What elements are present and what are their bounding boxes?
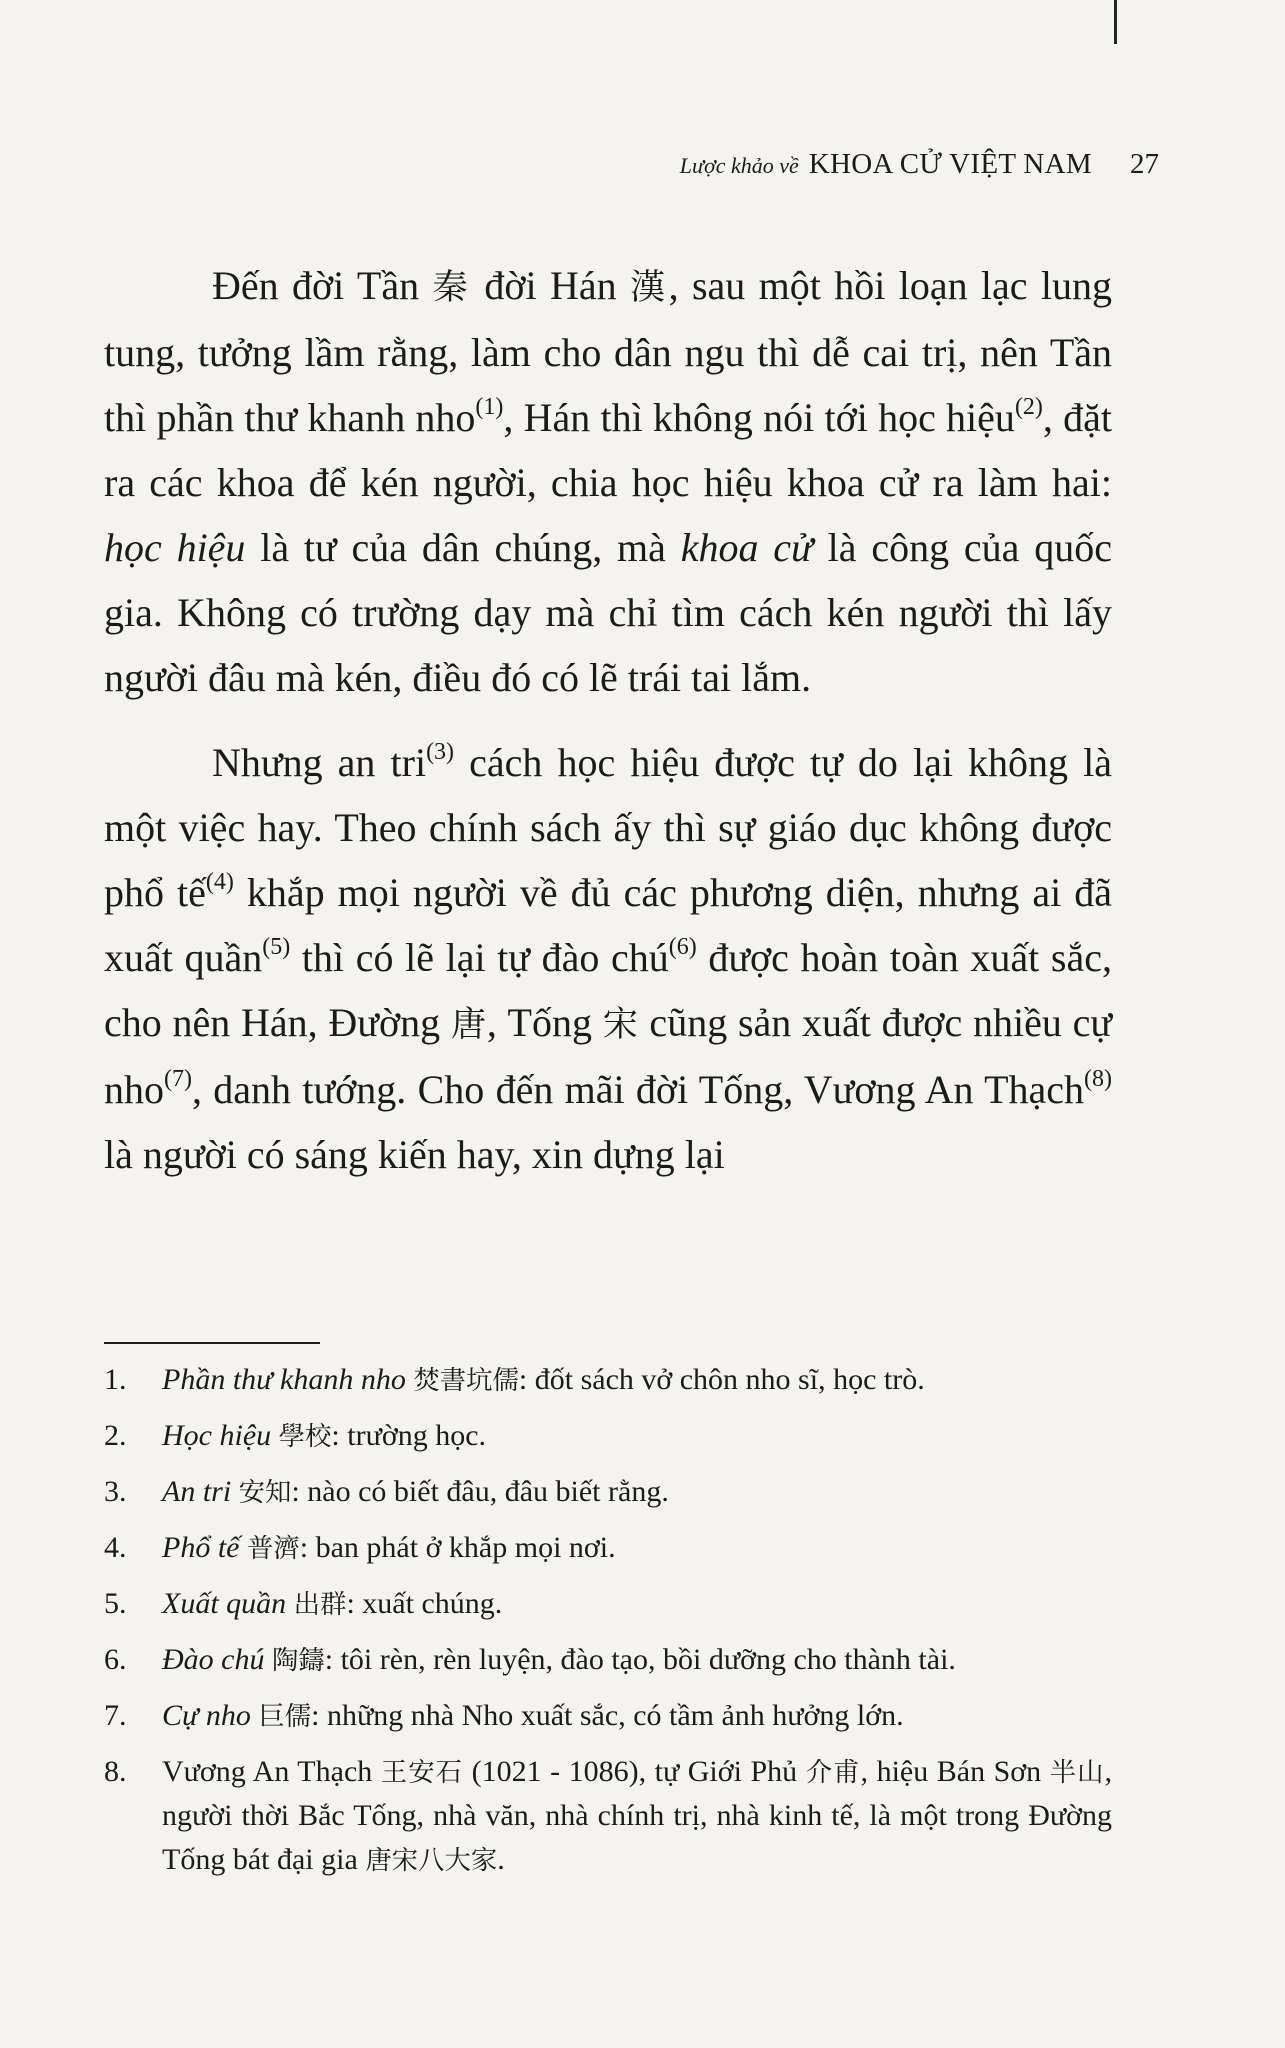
text-run: là công của quốc gia. Không có trường dạy mà chỉ tìm cách kén người thì lấy người đâu mà kén, điều đó có lẽ trái tai lắm. <box>104 525 1112 700</box>
footnote-ref: (8) <box>1084 1066 1112 1093</box>
footnote-term: Cự nho <box>162 1699 251 1732</box>
text-run: , sau một hồi loạn lạc lung tung, tưởng lầm rằng, làm cho dân ngu thì dễ cai trị, nên Tần thì phần thư khanh nho <box>104 263 1113 440</box>
text-run: , đặt ra các khoa để kén người, chia học hiệu khoa cử ra làm hai: <box>104 395 1113 505</box>
footnotes <box>104 1358 1112 1894</box>
text-run: là tư của dân chúng, mà <box>245 525 681 570</box>
footnote-2 <box>104 1414 1112 1458</box>
footnote-6 <box>104 1638 1112 1682</box>
footnote-number: 2. <box>104 1419 127 1452</box>
text-run: , Hán thì không nói tới học hiệu <box>503 395 1015 440</box>
footnote-ref: (7) <box>164 1066 192 1093</box>
footnote-text: Vương An Thạch <box>162 1755 381 1788</box>
footnote-body <box>162 1470 1112 1514</box>
han-text: 學校 <box>278 1421 332 1451</box>
header-title: KHOA CỬ VIỆT NAM <box>808 148 1092 180</box>
footnote-7 <box>104 1694 1112 1738</box>
han-text: 普濟 <box>246 1533 300 1563</box>
footnote-text: : tôi rèn, rèn luyện, đào tạo, bồi dưỡng cho thành tài. <box>324 1643 956 1676</box>
han-text: 焚書坑儒 <box>413 1365 519 1395</box>
footnote-ref: (2) <box>1014 394 1043 421</box>
text-run: đời Hán <box>471 263 631 308</box>
han-text: 秦 <box>432 268 472 307</box>
footnote-text: : xuất chúng. <box>346 1587 503 1620</box>
footnote-body <box>162 1526 1112 1570</box>
han-text: 安知 <box>238 1477 292 1507</box>
footnote-body <box>162 1750 1112 1882</box>
footnote-number: 1. <box>104 1363 127 1396</box>
footnote-body <box>162 1414 1112 1458</box>
italic-term: khoa cử <box>680 525 813 570</box>
footnote-number: 6. <box>104 1643 127 1676</box>
text-run: cũng sản xuất được nhiều cự nho <box>104 1000 1113 1112</box>
footnote-8 <box>104 1750 1112 1882</box>
han-text: 宋 <box>602 1005 639 1044</box>
body-text <box>104 253 1112 1207</box>
footnote-term: Đào chú <box>162 1643 265 1676</box>
footnote-3 <box>104 1470 1112 1514</box>
footnote-number: 7. <box>104 1699 127 1732</box>
footnote-term: Phổ tế <box>162 1531 240 1564</box>
footnote-number: 8. <box>104 1755 127 1788</box>
han-text: 巨儒 <box>258 1701 312 1731</box>
footnote-ref: (6) <box>668 934 697 961</box>
footnote-text: , hiệu Bán Sơn <box>860 1755 1050 1788</box>
han-text: 唐 <box>450 1005 487 1044</box>
text-run: thì có lẽ lại tự đào chú <box>290 935 669 980</box>
footnote-term: An tri <box>162 1475 232 1508</box>
page-number: 27 <box>1130 148 1159 180</box>
footnote-4 <box>104 1526 1112 1570</box>
footnote-ref: (3) <box>426 739 455 766</box>
footnote-5 <box>104 1582 1112 1626</box>
footnote-text: , người thời Bắc Tống, nhà văn, nhà chính trị, nhà kinh tế, là một trong Đường Tống bát đại gia <box>162 1755 1113 1876</box>
text-run: là người có sáng kiến hay, xin dựng lại <box>104 1132 725 1177</box>
han-text: 陶鑄 <box>271 1645 325 1675</box>
footnote-separator <box>104 1342 320 1344</box>
paragraph-1 <box>104 253 1112 710</box>
footnote-term: Phần thư khanh nho <box>162 1363 406 1396</box>
footnote-text: : nào có biết đâu, đâu biết rằng. <box>291 1475 669 1508</box>
footnote-term: Học hiệu <box>162 1419 272 1452</box>
han-text: 出群 <box>293 1589 347 1619</box>
footnote-body <box>162 1638 1112 1682</box>
footnote-ref: (5) <box>262 934 291 961</box>
footnote-text: (1021 - 1086), tự Giới Phủ <box>463 1755 806 1788</box>
footnote-body <box>162 1694 1112 1738</box>
footnote-1 <box>104 1358 1112 1402</box>
text-run: khắp mọi người về đủ các phương diện, nhưng ai đã xuất quần <box>104 870 1112 980</box>
footnote-number: 5. <box>104 1587 127 1620</box>
footnote-number: 3. <box>104 1475 127 1508</box>
paragraph-2 <box>104 730 1112 1187</box>
han-text: 唐宋八大家 <box>365 1845 498 1875</box>
running-header <box>0 148 1285 188</box>
han-text: 半山 <box>1049 1757 1105 1787</box>
footnote-ref: (4) <box>205 869 234 896</box>
footnote-text: : trường học. <box>331 1419 487 1452</box>
footnote-term: Xuất quần <box>162 1587 287 1620</box>
han-text: 漢 <box>630 268 669 307</box>
footnote-text: : những nhà Nho xuất sắc, có tầm ảnh hưởng lớn. <box>311 1699 904 1732</box>
italic-term: học hiệu <box>104 525 246 570</box>
text-run: cách học hiệu được tự do lại không là một việc hay. Theo chính sách ấy thì sự giáo dục không được phổ tế <box>104 740 1112 915</box>
text-run: Nhưng an tri <box>212 740 427 785</box>
han-text: 王安石 <box>380 1757 464 1787</box>
footnote-number: 4. <box>104 1531 127 1564</box>
text-run: , danh tướng. Cho đến mãi đời Tống, Vương An Thạch <box>191 1067 1085 1112</box>
footnote-ref: (1) <box>475 394 504 421</box>
footnote-text: . <box>497 1843 505 1876</box>
footnote-text: : ban phát ở khắp mọi nơi. <box>299 1531 616 1564</box>
header-vertical-rule <box>1114 0 1117 44</box>
footnote-body <box>162 1358 1112 1402</box>
han-text: 介甫 <box>805 1757 861 1787</box>
text-run: Đến đời Tần <box>212 263 433 308</box>
text-run: được hoàn toàn xuất sắc, cho nên Hán, Đường <box>104 935 1112 1045</box>
header-series: Lược khảo về <box>679 153 799 178</box>
footnote-body <box>162 1582 1112 1626</box>
text-run: , Tống <box>486 1000 603 1045</box>
footnote-text: : đốt sách vở chôn nho sĩ, học trò. <box>518 1363 925 1396</box>
running-header-text <box>680 148 1092 181</box>
